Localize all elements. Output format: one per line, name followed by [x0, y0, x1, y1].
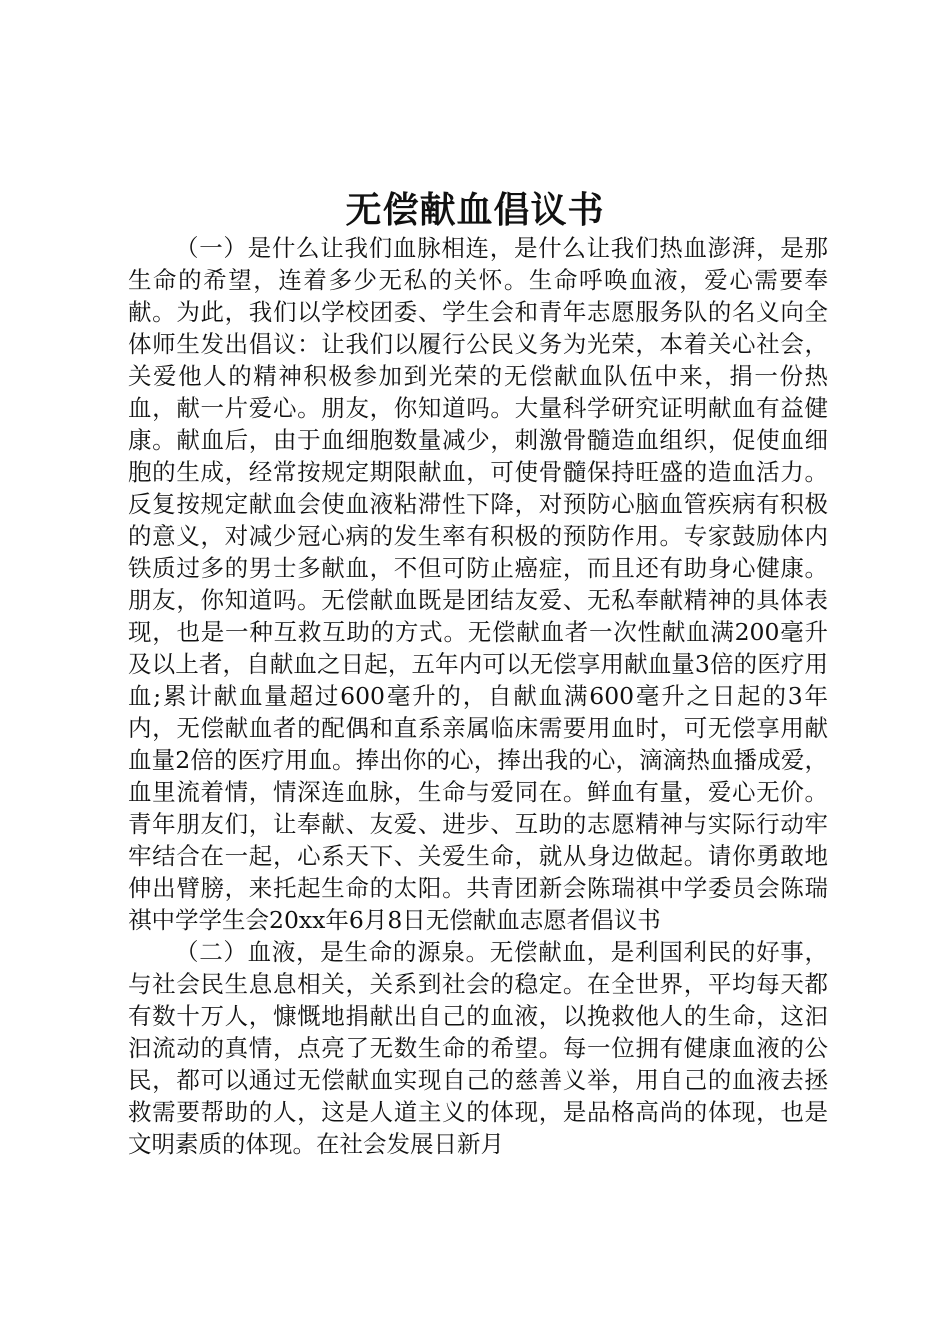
- document-title: 无偿献血倡议书: [345, 189, 605, 231]
- paragraph-2: （二）血液，是生命的源泉。无偿献血，是利国利民的好事，与社会民生息息相关，关系到社会的稳定。在全世界，平均每天都有数十万人，慷慨地捐献出自己的血液，以挽救他人的生命，这汩汩流动的真情，点亮了无数生命的希望。每一位拥有健康血液的公民，都可以通过无偿献血实现自己的慈善义举，用自己的血液去拯救需要帮助的人，这是人道主义的体现，是品格高尚的体现，也是文明素质的体现。在社会发展日新月: [128, 938, 828, 1158]
- document-body: [128, 232, 828, 1160]
- paragraph-1: （一）是什么让我们血脉相连，是什么让我们热血澎湃，是那生命的希望，连着多少无私的关怀。生命呼唤血液，爱心需要奉献。为此，我们以学校团委、学生会和青年志愿服务队的名义向全体师生发出倡议：让我们以履行公民义务为光荣，本着关心社会，关爱他人的精神积极参加到光荣的无偿献血队伍中来，捐一份热血，献一片爱心。朋友，你知道吗。大量科学研究证明献血有益健康。献血后，由于血细胞数量减少，刺激骨髓造血组织，促使血细胞的生成，经常按规定期限献血，可使骨髓保持旺盛的造血活力。反复按规定献血会使血液粘滞性下降，对预防心脑血管疾病有积极的意义，对减少冠心病的发生率有积极的预防作用。专家鼓励体内铁质过多的男士多献血，不但可防止癌症，而且还有助身心健康。朋友，你知道吗。无偿献血既是团结友爱、无私奉献精神的具体表现，也是一种互救互助的方式。无偿献血者一次性献血满200毫升及以上者，自献血之日起，五年内可以无偿享用献血量3倍的医疗用血;累计献血量超过600毫升的，自献血满600毫升之日起的3年内，无偿献血者的配偶和直系亲属临床需要用血时，可无偿享用献血量2倍的医疗用血。捧出你的心，捧出我的心，滴滴热血播成爱，血里流着情，情深连血脉，生命与爱同在。鲜血有量，爱心无价。青年朋友们，让奉献、友爱、进步、互助的志愿精神与实际行动牢牢结合在一起，心系天下、关爱生命，就从身边做起。请你勇敢地伸出臂膀，来托起生命的太阳。共青团新会陈瑞祺中学委员会陈瑞祺中学学生会20xx年6月8日无偿献血志愿者倡议书: [128, 234, 828, 934]
